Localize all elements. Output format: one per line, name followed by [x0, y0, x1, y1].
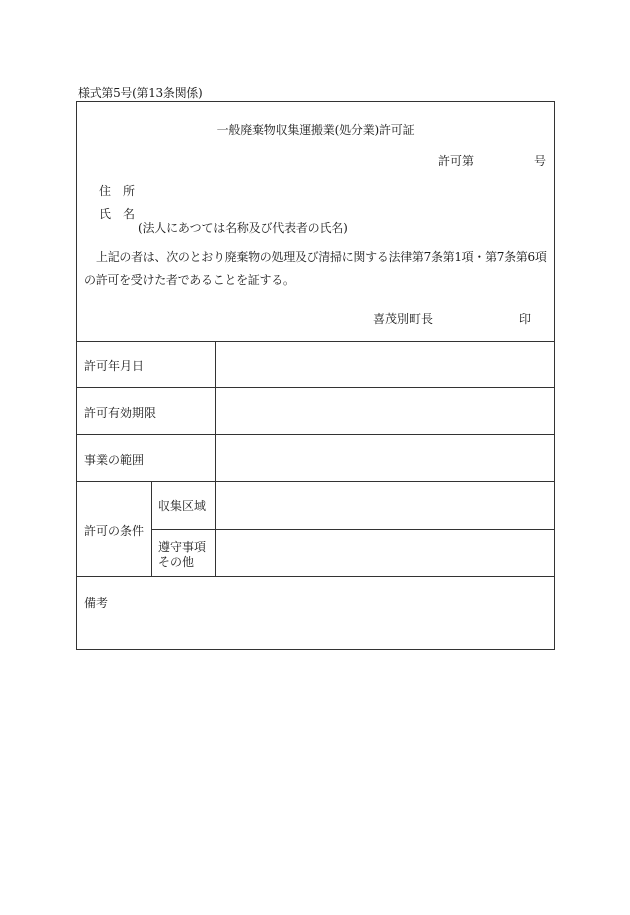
business-scope-row: [77, 435, 554, 482]
validity-row: [77, 388, 554, 435]
remarks-label: 備考: [84, 596, 109, 610]
form-number: 様式第5号(第13条関係): [78, 86, 203, 100]
document-title: 一般廃棄物収集運搬業(処分業)許可証: [216, 123, 415, 137]
conditions-row: [77, 482, 554, 577]
validity-label: 許可有効期限: [84, 406, 157, 420]
permit-form: [76, 101, 555, 650]
business-scope-field[interactable]: [216, 435, 554, 481]
permit-header-section: [77, 102, 554, 342]
permit-date-row: [77, 341, 554, 388]
collection-area-label: 収集区域: [158, 499, 207, 513]
compliance-field[interactable]: [216, 530, 554, 576]
name-note: (法人にあつては名称及び代表者の氏名): [138, 221, 348, 235]
business-scope-label: 事業の範囲: [84, 453, 145, 467]
permit-date-field[interactable]: [216, 341, 554, 387]
conditions-label: 許可の条件: [84, 524, 145, 538]
address-label: 住 所: [99, 184, 136, 198]
compliance-label-line2: その他: [158, 555, 195, 569]
collection-area-field[interactable]: [216, 482, 554, 529]
validity-field[interactable]: [216, 388, 554, 434]
remarks-field[interactable]: [77, 577, 554, 649]
remarks-row: [77, 577, 554, 649]
label-column-divider: [215, 341, 216, 577]
issuer-label: 喜茂別町長: [373, 312, 434, 326]
name-label: 氏 名: [99, 207, 136, 221]
permit-number-label: 許可第 号: [438, 154, 547, 168]
seal-mark: 印: [519, 312, 532, 326]
certification-text: 上記の者は、次のとおり廃棄物の処理及び清掃に関する法律第7条第1項・第7条第6項の許可を受けた者であることを証する。: [84, 250, 547, 287]
permit-date-label: 許可年月日: [84, 359, 145, 373]
compliance-label-line1: 遵守事項: [158, 540, 207, 554]
